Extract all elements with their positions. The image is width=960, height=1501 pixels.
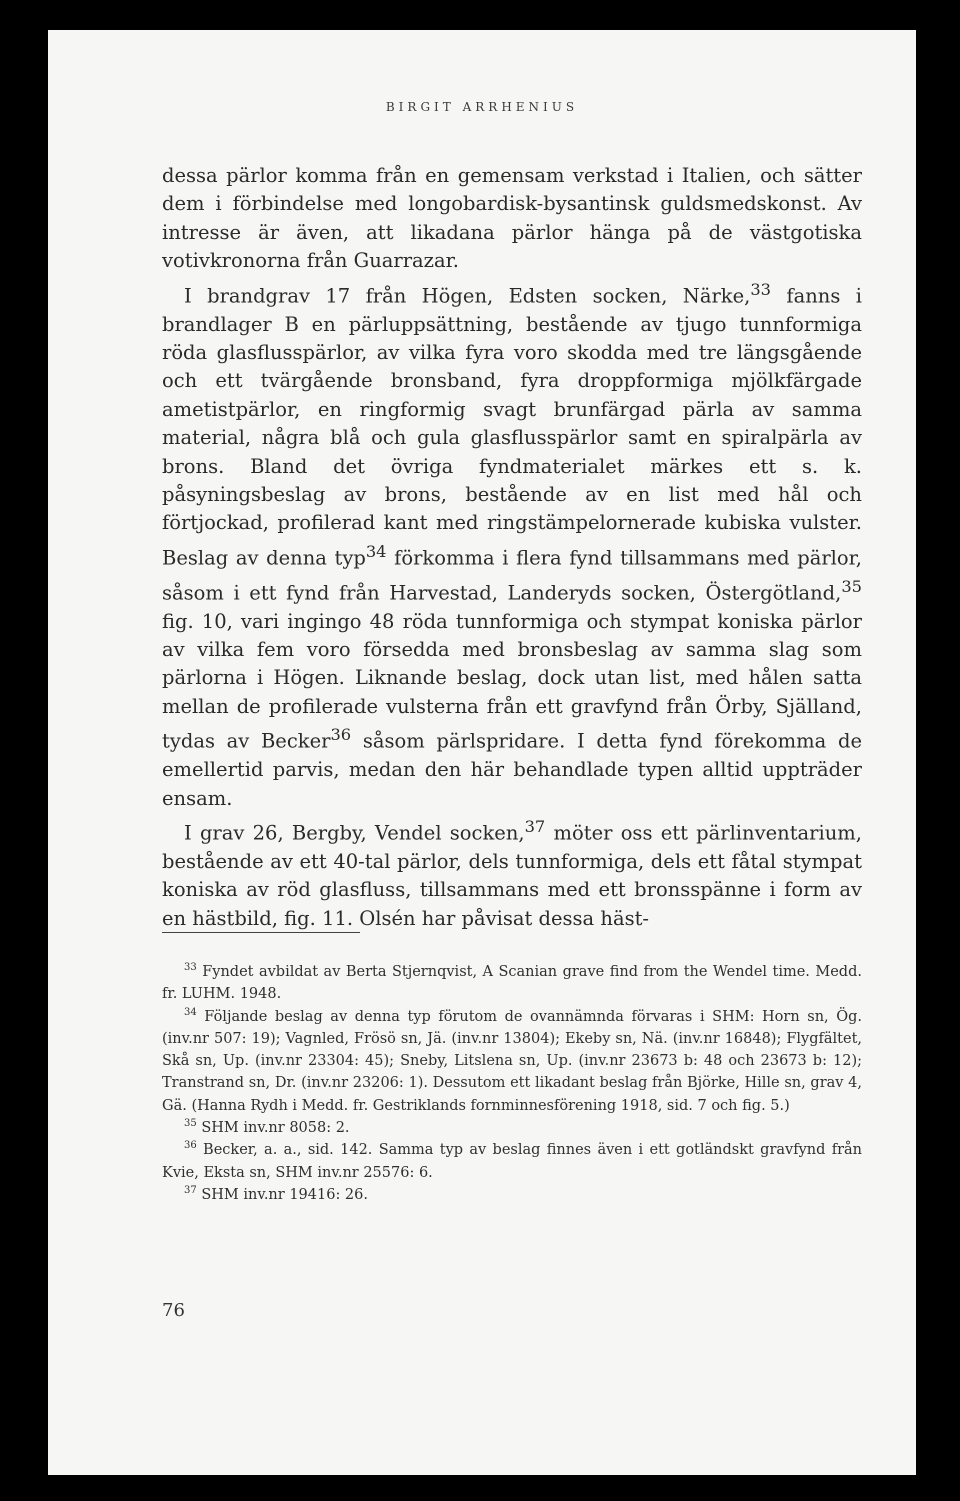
body-text xyxy=(162,162,862,933)
footnote-text: Fyndet avbildat av Berta Stjernqvist, A Scanian grave find from the Wendel time. Medd. fr. LUHM. 1948. xyxy=(162,964,862,1003)
p2-text-a: I brandgrav 17 från Högen, Edsten socken, Närke, xyxy=(184,284,751,308)
footnote-34 xyxy=(162,1006,862,1117)
footnote-rule xyxy=(162,932,360,933)
p3-text-b: möter oss ett pärlinventarium, bestående av ett 40-tal pärlor, dels tunnformiga, dels ett fåtal stympat koniska av röd glasfluss, tillsammans med ett bronsspänne i form av en hästbild, fig. 11. Olsén har påvisat dessa häst- xyxy=(162,821,862,930)
p2-text-b: fanns i brandlager B en pärluppsättning, bestående av tjugo tunnformiga röda glasflusspärlor, av vilka fyra voro skodda med tre längsgående och ett tvärgående bronsband, fyra droppformiga mjölkfärgade ametistpärlor, en ringformig svagt brunfärgad pärla av samma material, några blå och gula glasflusspärlor samt en spiralpärla av brons. Bland det övriga fyndmaterialet märkes ett s. k. påsyningsbeslag av brons, bestående av en list med hål och förtjockad, profilerad kant med ringstämpelornerade kubiska vulster. Beslag av denna typ xyxy=(162,284,862,570)
footnote-number: 36 xyxy=(184,1140,197,1152)
paragraph-2 xyxy=(162,276,862,813)
p2-text-d: fig. 10, vari ingingo 48 röda tunnformiga och stympat koniska pärlor av vilka fem voro försedda med bronsbeslag av samma slag som pärlorna i Högen. Liknande beslag, dock utan list, med hålen satta mellan de profilerade vulsterna från ett gravfynd från Örby, Själland, tydas av Becker xyxy=(162,609,862,753)
footnote-text: Becker, a. a., sid. 142. Samma typ av beslag finnes även i ett gotländskt gravfynd från Kvie, Eksta sn, SHM inv.nr 25576: 6. xyxy=(162,1142,862,1181)
footnote-ref-33: 33 xyxy=(750,279,772,299)
page-number: 76 xyxy=(162,1300,185,1321)
footnote-number: 37 xyxy=(184,1185,197,1197)
footnote-35 xyxy=(162,1117,862,1139)
p2-text-e: såsom pärlspridare. I detta fynd förekomma de emellertid parvis, medan den här behandlade typen alltid uppträder ensam. xyxy=(162,729,862,810)
footnote-number: 35 xyxy=(184,1118,197,1130)
footnote-37 xyxy=(162,1184,862,1206)
footnote-36 xyxy=(162,1139,862,1184)
footnote-number: 34 xyxy=(184,1006,197,1018)
p3-text-a: I grav 26, Bergby, Vendel socken, xyxy=(184,821,525,845)
footnote-ref-34: 34 xyxy=(365,541,387,561)
footnote-ref-37: 37 xyxy=(524,816,546,836)
footnote-text: SHM inv.nr 8058: 2. xyxy=(196,1120,350,1137)
paragraph-3 xyxy=(162,813,862,933)
footnotes xyxy=(162,961,862,1206)
footnote-ref-36: 36 xyxy=(330,725,352,745)
running-head: BIRGIT ARRHENIUS xyxy=(385,100,579,114)
p2-text-c: förkomma i flera fynd tillsammans med pärlor, såsom i ett fynd från Harvestad, Landeryds socken, Östergötland, xyxy=(162,546,862,605)
footnote-text: Följande beslag av denna typ förutom de ovannämnda förvaras i SHM: Horn sn, Ög. (inv.nr 507: 19); Vagnled, Frösö sn, Jä. (inv.nr 13804); Ekeby sn, Nä. (inv.nr 16848); Flygfältet, Skå sn, Up. (inv.nr 23304: 45); Sneby, Litslena sn, Up. (inv.nr 23673 b: 48 och 23673 b: 12); Transtrand sn, Dr. (inv.nr 23206: 1). Dessutom ett likadant beslag från Björke, Hille sn, grav 4, Gä. (Hanna Rydh i Medd. fr. Gestriklands fornminnesförening 1918, sid. 7 och fig. 5.) xyxy=(162,1008,862,1114)
footnote-text: SHM inv.nr 19416: 26. xyxy=(196,1186,368,1203)
paragraph-1: dessa pärlor komma från en gemensam verkstad i Italien, och sätter dem i förbindelse med longobardisk-bysantinsk guldsmedskonst. Av intresse är även, att likadana pärlor hänga på de västgotiska votivkronorna från Guarrazar. xyxy=(162,164,862,273)
footnote-ref-35: 35 xyxy=(841,576,862,596)
footnote-number: 33 xyxy=(184,962,197,974)
book-page xyxy=(48,30,916,1475)
footnote-33 xyxy=(162,961,862,1006)
